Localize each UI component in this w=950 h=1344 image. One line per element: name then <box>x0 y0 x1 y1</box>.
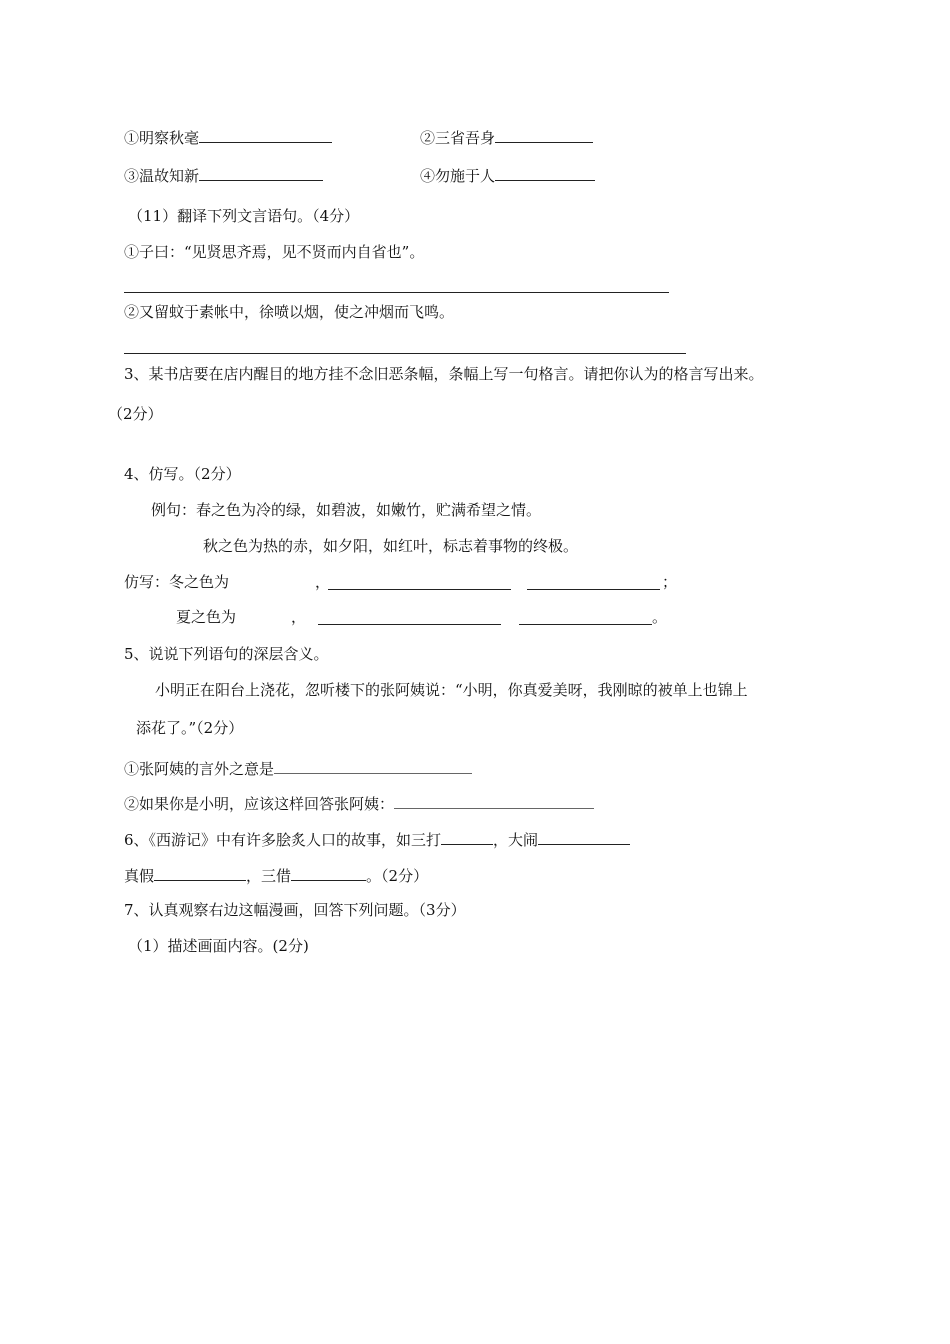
q5-sub-2-text: ②如果你是小明，应该这样回答张阿姨： <box>124 795 395 813</box>
vocab-item-2 <box>420 126 593 148</box>
answer-blank[interactable] <box>495 126 593 143</box>
answer-line[interactable] <box>519 624 652 625</box>
q4-title: 4、仿写。（2分） <box>124 465 241 483</box>
vocab-item-4 <box>420 164 595 186</box>
period: 。 <box>652 608 668 626</box>
q5-sub-1-text: ①张阿姨的言外之意是 <box>124 760 275 778</box>
q5-passage-2: 添花了。”（2分） <box>136 719 244 737</box>
q5-title: 5、说说下列语句的深层含义。 <box>124 645 329 663</box>
answer-blank[interactable] <box>154 864 246 881</box>
answer-line[interactable] <box>318 624 501 625</box>
semicolon: ； <box>662 573 678 591</box>
vocab-item-3-text: ③温故知新 <box>124 167 200 185</box>
comma: ， <box>291 608 307 626</box>
q4-imitate-1-label: 仿写：冬之色为 <box>124 573 230 591</box>
q6-text-a: 6、《西游记》中有许多脍炙人口的故事，如三打 <box>124 831 442 849</box>
answer-blank[interactable] <box>274 757 472 774</box>
vocab-item-1 <box>124 126 332 148</box>
answer-line[interactable] <box>124 353 686 354</box>
q3-score: （2分） <box>108 405 163 423</box>
answer-line[interactable] <box>124 292 669 293</box>
q5-sub-1 <box>124 757 472 779</box>
q5-sub-2 <box>124 792 594 814</box>
q6-line-1 <box>124 828 630 850</box>
q6-text-e: 。（2分） <box>366 867 429 885</box>
q4-example-1: 例句：春之色为冷的绿，如碧波，如嫩竹，贮满希望之情。 <box>151 501 542 519</box>
q3-text: 3、某书店要在店内醒目的地方挂不念旧恶条幅，条幅上写一句格言。请把你认为的格言写出来。 <box>124 365 764 383</box>
answer-blank[interactable] <box>291 864 366 881</box>
q6-text-c: 真假 <box>124 867 155 885</box>
q11-sentence-2: ②又留蚊于素帐中，徐喷以烟，使之冲烟而飞鸣。 <box>124 303 455 321</box>
q4-imitate-2-label: 夏之色为 <box>176 608 237 626</box>
answer-blank[interactable] <box>199 164 323 181</box>
q11-sentence-1: ①子曰：“见贤思齐焉，见不贤而内自省也”。 <box>124 243 425 261</box>
q5-passage-1: 小明正在阳台上浇花，忽听楼下的张阿姨说：“小明，你真爱美呀，我刚晾的被单上也锦上 <box>155 681 748 699</box>
answer-blank[interactable] <box>441 828 493 845</box>
answer-line[interactable] <box>527 589 660 590</box>
q6-line-2 <box>124 864 428 886</box>
vocab-item-1-text: ①明察秋毫 <box>124 129 200 147</box>
q7-sub-1: （1）描述画面内容。(2分) <box>128 937 309 955</box>
answer-blank[interactable] <box>394 792 594 809</box>
vocab-item-2-text: ②三省吾身 <box>420 129 496 147</box>
q11-title: （11）翻译下列文言语句。（4分） <box>128 207 360 225</box>
vocab-item-3 <box>124 164 323 186</box>
q6-text-d: ，三借 <box>246 867 292 885</box>
comma: ， <box>315 573 331 591</box>
answer-line[interactable] <box>328 589 511 590</box>
q4-example-2: 秋之色为热的赤，如夕阳，如红叶，标志着事物的终极。 <box>203 537 579 555</box>
q7-title: 7、认真观察右边这幅漫画，回答下列问题。（3分） <box>124 901 466 919</box>
vocab-item-4-text: ④勿施于人 <box>420 167 496 185</box>
q6-text-b: ，大闹 <box>493 831 539 849</box>
answer-blank[interactable] <box>199 126 332 143</box>
answer-blank[interactable] <box>538 828 630 845</box>
answer-blank[interactable] <box>495 164 595 181</box>
